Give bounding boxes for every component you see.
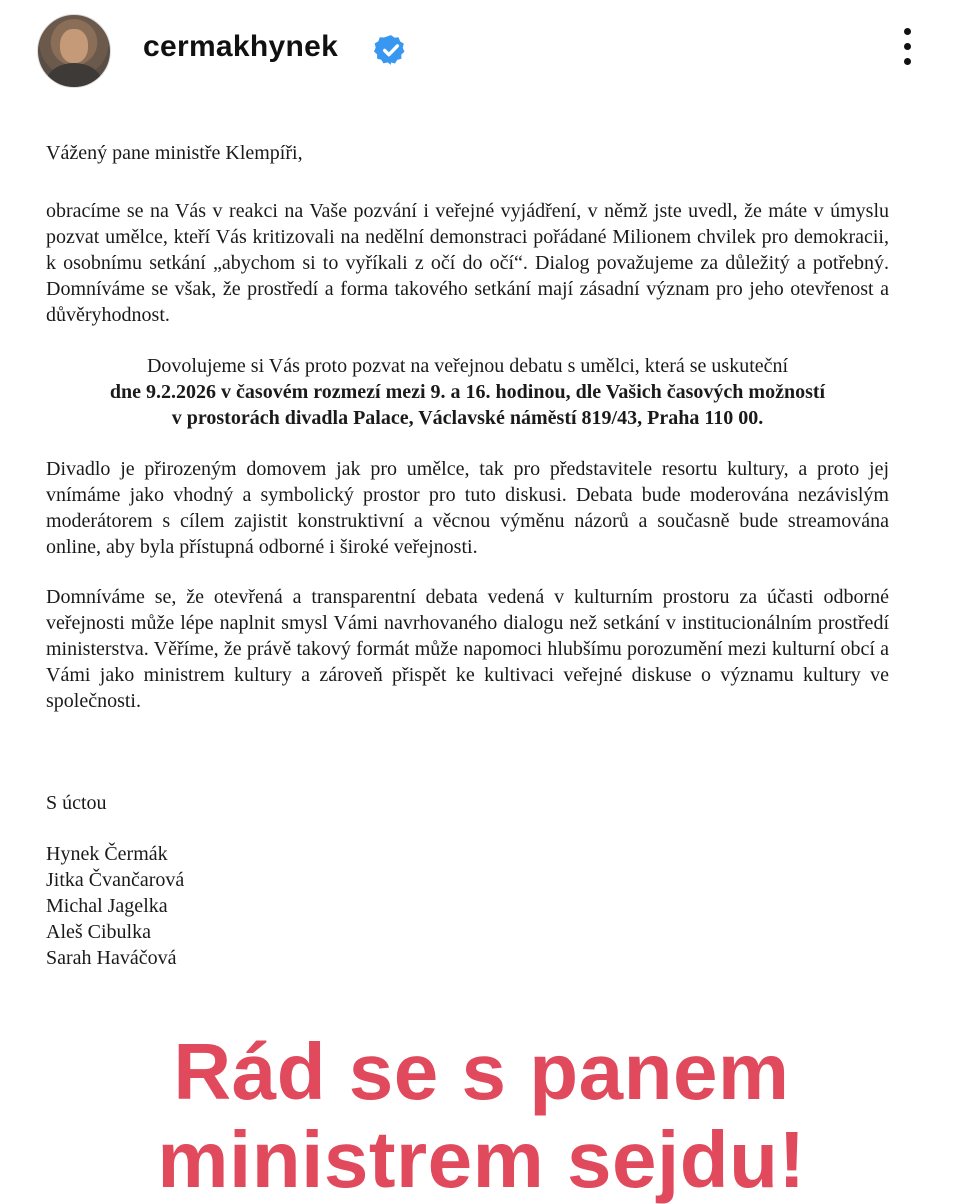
signer-name: Jitka Čvančarová bbox=[46, 869, 185, 891]
letter-greeting: Vážený pane ministře Klempíři, bbox=[46, 142, 303, 164]
invitation-line: Dovolujeme si Vás proto pozvat na veřejnou debatu s umělci, která se uskuteční bbox=[146, 355, 789, 377]
signer-name: Michal Jagelka bbox=[46, 895, 168, 917]
more-options-icon[interactable] bbox=[895, 28, 919, 74]
avatar-shoulders bbox=[46, 63, 102, 88]
letter-closing: S úctou bbox=[46, 792, 107, 814]
invitation-block bbox=[46, 353, 889, 431]
signer-name: Hynek Čermák bbox=[46, 843, 168, 865]
post-header bbox=[0, 0, 963, 100]
story-caption bbox=[0, 1028, 963, 1204]
verified-badge-icon bbox=[374, 33, 408, 67]
letter-paragraph: Domníváme se, že otevřená a transparentní debata vedená v kulturním prostoru za účasti odborné veřejnosti může lépe naplnit smysl Vámi navrhovaného dialogu než setkání v institucionálním prostředí ministerstva. Věříme, že právě takový formát může napomoci hlubšímu porozumění mezi kulturní obcí a Vámi jako ministrem kultury a zároveň přispět ke kultivaci veřejné diskuse o významu kultury ve společnosti. bbox=[46, 586, 889, 712]
invitation-venue: v prostorách divadla Palace, Václavské náměstí 819/43, Praha 110 00. bbox=[171, 407, 764, 429]
letter-paragraph: Divadlo je přirozeným domovem jak pro umělce, tak pro představitele resortu kultury, a proto jej vnímáme jako vhodný a symbolický prostor pro tuto diskusi. Debata bude moderována nezávislým moderátorem s cílem zajistit konstruktivní a věcnou výměnu názorů a současně bude streamována online, aby byla přístupná odborné i široké veřejnosti. bbox=[46, 458, 889, 558]
avatar-face bbox=[60, 29, 88, 63]
signers-list bbox=[46, 841, 184, 971]
avatar[interactable] bbox=[37, 14, 111, 88]
caption-line: Rád se s panem bbox=[173, 1027, 790, 1116]
signer-name: Sarah Haváčová bbox=[46, 947, 177, 969]
username[interactable]: cermakhynek bbox=[143, 30, 339, 63]
signer-name: Aleš Cibulka bbox=[46, 921, 151, 943]
invitation-date: dne 9.2.2026 v časovém rozmezí mezi 9. a 16. hodinou, dle Vašich časových možností bbox=[109, 381, 826, 403]
letter-paragraph: obracíme se na Vás v reakci na Vaše pozvání i veřejné vyjádření, v němž jste uvedl, že máte v úmyslu pozvat umělce, kteří Vás kritizovali na nedělní demonstraci pořádané Milionem chvilek pro demokracii, k osobnímu setkání „abychom si to vyříkali z očí do očí“. Dialog považujeme za důležitý a potřebný. Domníváme se však, že prostředí a forma takového setkání mají zásadní význam pro jeho otevřenost a důvěryhodnost. bbox=[46, 200, 889, 326]
caption-line: ministrem sejdu! bbox=[157, 1115, 806, 1204]
